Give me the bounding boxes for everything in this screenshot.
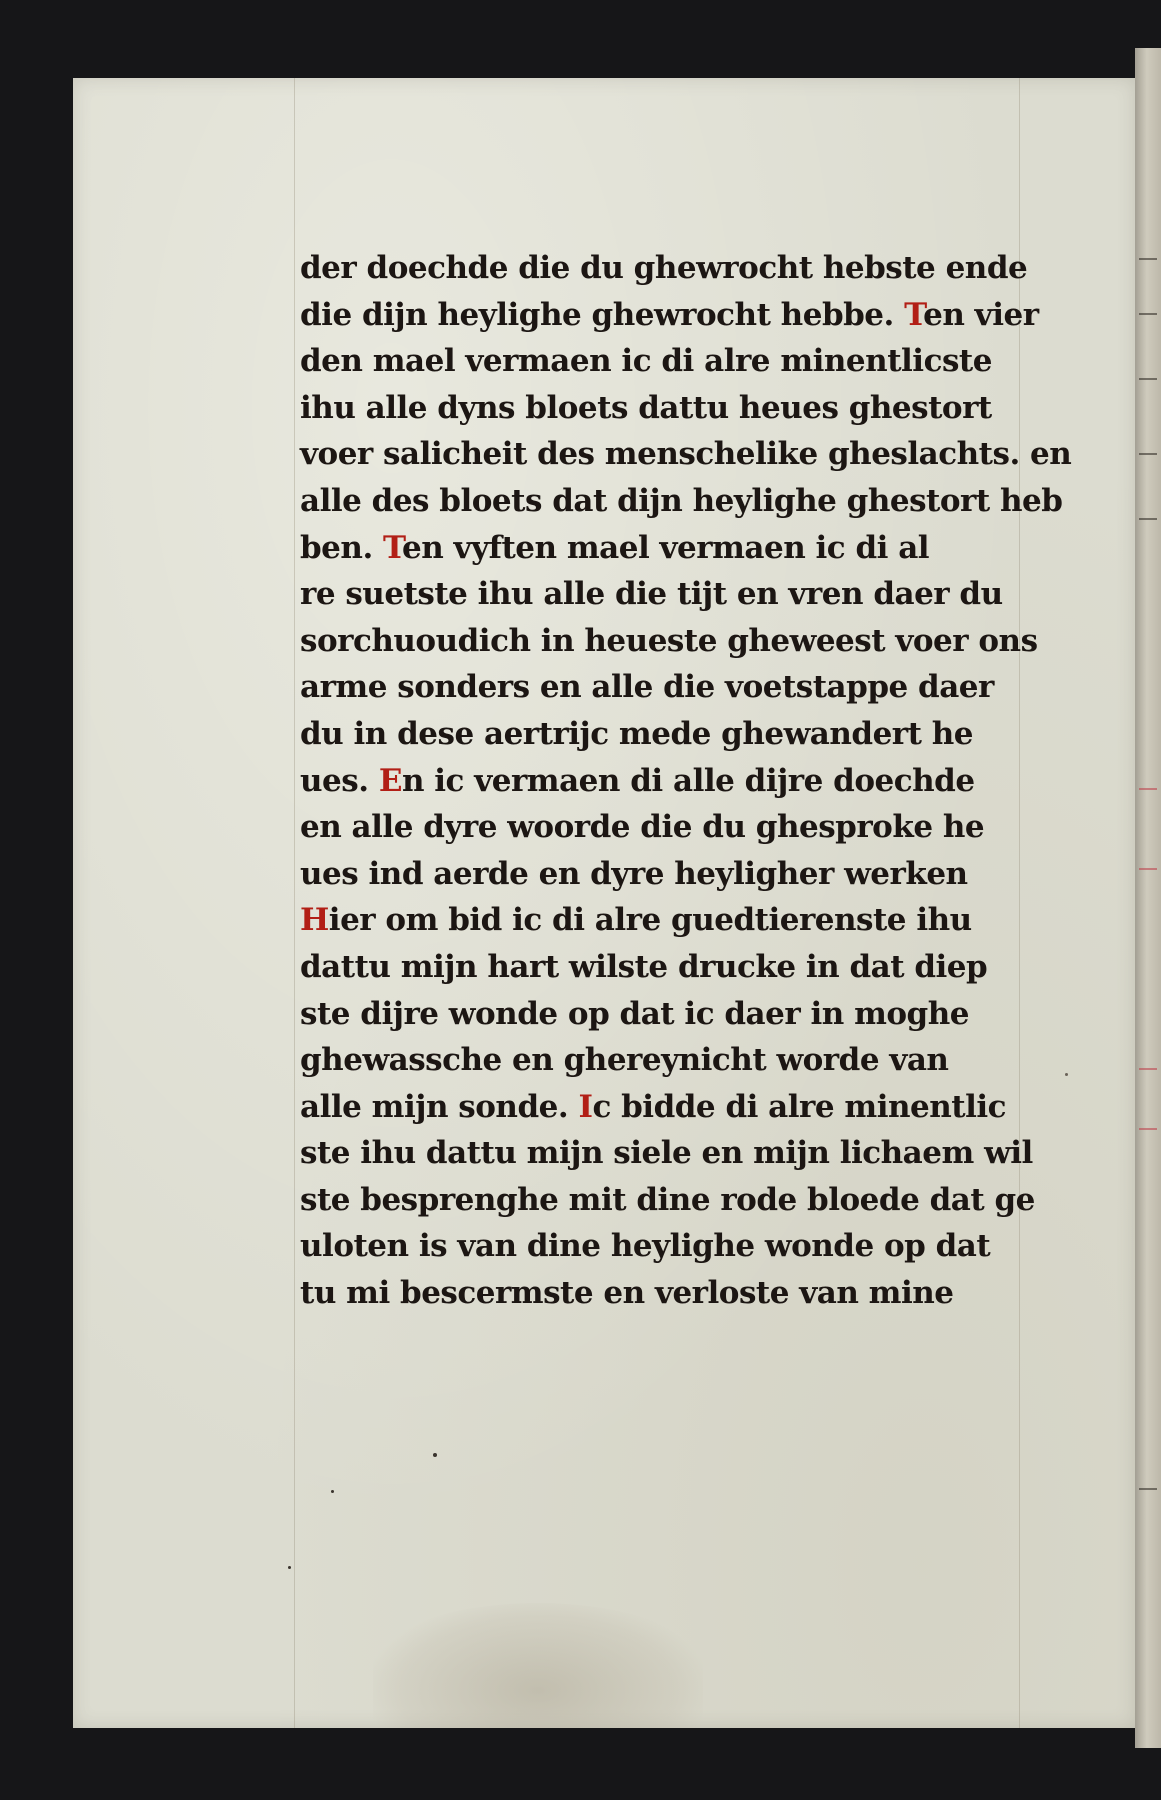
bleed-mark xyxy=(1139,518,1157,520)
bleed-mark xyxy=(1139,1128,1157,1130)
text-line: ues. En ic vermaen di alle dijre doechde xyxy=(300,762,975,799)
text-line: ste besprenghe mit dine rode bloede dat ge xyxy=(300,1181,1035,1218)
text-line: voer salicheit des menschelike gheslachts. en xyxy=(300,436,1072,473)
text-line: ihu alle dyns bloets dattu heues ghestort xyxy=(300,389,992,426)
text-line: den mael vermaen ic di alre minentlicste xyxy=(300,343,992,380)
ink-speck xyxy=(288,1566,291,1569)
bleed-mark xyxy=(1139,1068,1157,1070)
text-line: en alle dyre woorde die du ghesproke he xyxy=(300,809,985,846)
bleed-mark xyxy=(1139,453,1157,455)
water-stain xyxy=(373,1603,703,1728)
text-line: ghewassche en ghereynicht worde van xyxy=(300,1042,949,1079)
text-line: ste ihu dattu mijn siele en mijn lichaem wil xyxy=(300,1135,1033,1172)
bleed-mark xyxy=(1139,868,1157,870)
bleed-mark xyxy=(1139,313,1157,315)
rubricated-initial: T xyxy=(904,296,924,333)
text-line: uloten is van dine heylighe wonde op dat xyxy=(300,1228,991,1265)
ruling-line-left xyxy=(294,78,295,1728)
text-block xyxy=(300,245,1070,1317)
text-line: Hier om bid ic di alre guedtierenste ihu xyxy=(300,902,972,939)
text-line: sorchuoudich in heueste gheweest voer ons xyxy=(300,622,1038,659)
text-line: alle mijn sonde. Ic bidde di alre minentlic xyxy=(300,1088,1007,1125)
bleed-mark xyxy=(1139,788,1157,790)
text-line: der doechde die du ghewrocht hebste ende xyxy=(300,250,1028,286)
rubricated-initial: I xyxy=(578,1088,593,1125)
bleed-mark xyxy=(1139,378,1157,380)
text-line: ste dijre wonde op dat ic daer in moghe xyxy=(300,995,969,1032)
adjacent-leaf-edge xyxy=(1135,48,1161,1748)
text-line: dattu mijn hart wilste drucke in dat diep xyxy=(300,948,988,985)
text-line: die dijn heylighe ghewrocht hebbe. Ten vier xyxy=(300,296,1039,333)
text-line: du in dese aertrijc mede ghewandert he xyxy=(300,715,974,752)
text-line: arme sonders en alle die voetstappe daer xyxy=(300,669,994,706)
bleed-mark xyxy=(1139,1488,1157,1490)
rubricated-initial: T xyxy=(383,529,403,566)
rubricated-initial: E xyxy=(378,762,402,799)
ink-speck xyxy=(331,1490,334,1493)
rubricated-initial: H xyxy=(300,902,329,939)
ink-speck xyxy=(433,1453,437,1457)
text-line: alle des bloets dat dijn heylighe ghestort heb xyxy=(300,482,1063,519)
text-line: tu mi bescermste en verloste van mine xyxy=(300,1275,954,1312)
text-line: ues ind aerde en dyre heyligher werken xyxy=(300,855,968,892)
bleed-mark xyxy=(1139,258,1157,260)
text-line: re suetste ihu alle die tijt en vren daer du xyxy=(300,576,1003,613)
text-line: ben. Ten vyften mael vermaen ic di al xyxy=(300,529,930,566)
